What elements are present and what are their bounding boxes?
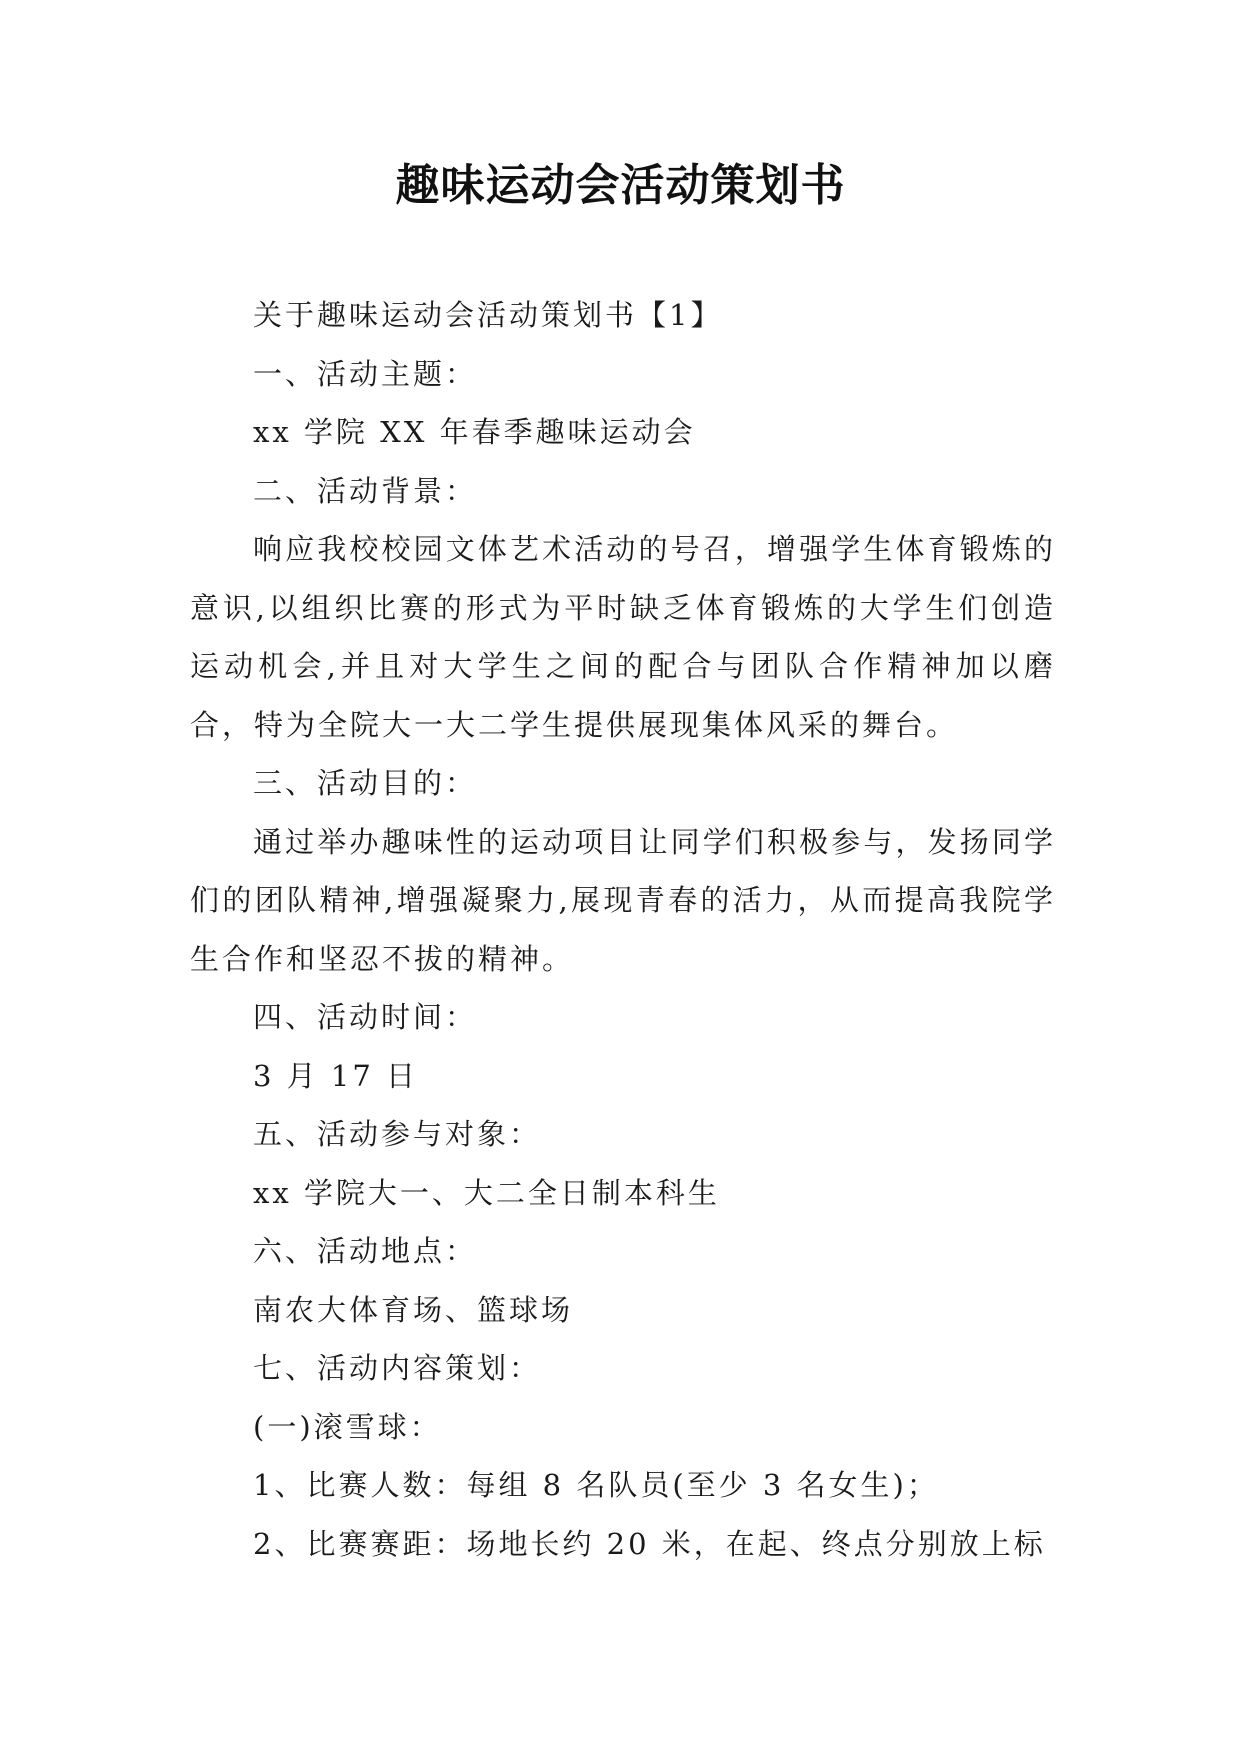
heading-location: 六、活动地点：: [253, 1234, 478, 1268]
heading-time: 四、活动时间：: [253, 1000, 478, 1034]
heading-theme: 一、活动主题：: [253, 356, 478, 391]
heading-content: 七、活动内容策划：: [253, 1351, 542, 1385]
paragraph-subtitle: 关于趣味运动会活动策划书【1】: [253, 298, 723, 332]
subheading-snowball: (一)滚雪球：: [253, 1409, 442, 1444]
list-item-distance: 2、比赛赛距：场地长约 20 米，在起、终点分别放上标: [253, 1526, 1046, 1561]
paragraph-location: 南农大体育场、篮球场: [253, 1292, 574, 1327]
paragraph-participants: xx 学院大一、大二全日制本科生: [253, 1175, 720, 1210]
heading-background: 二、活动背景：: [253, 473, 478, 508]
paragraph-background: 响应我校校园文体艺术活动的号召，增强学生体育锻炼的意识,以组织比赛的形式为平时缺乏体育锻炼的大学生们创造运动机会,并且对大学生之间的配合与团队合作精神加以磨合，特为全院大一大二学生提供展现集体风采的舞台。: [190, 532, 1056, 742]
list-item-players: 1、比赛人数：每组 8 名队员(至少 3 名女生)；: [253, 1468, 939, 1502]
document-title: 趣味运动会活动策划书: [395, 160, 846, 211]
paragraph-purpose: 通过举办趣味性的运动项目让同学们积极参与，发扬同学们的团队精神,增强凝聚力,展现青春的活力，从而提高我院学生合作和坚忍不拔的精神。: [190, 824, 1056, 976]
heading-participants: 五、活动参与对象：: [253, 1117, 542, 1151]
paragraph-theme: xx 学院 XX 年春季趣味运动会: [253, 415, 696, 449]
paragraph-time: 3 月 17 日: [253, 1058, 419, 1093]
heading-purpose: 三、活动目的：: [253, 766, 478, 800]
document-body: [190, 286, 1056, 1573]
